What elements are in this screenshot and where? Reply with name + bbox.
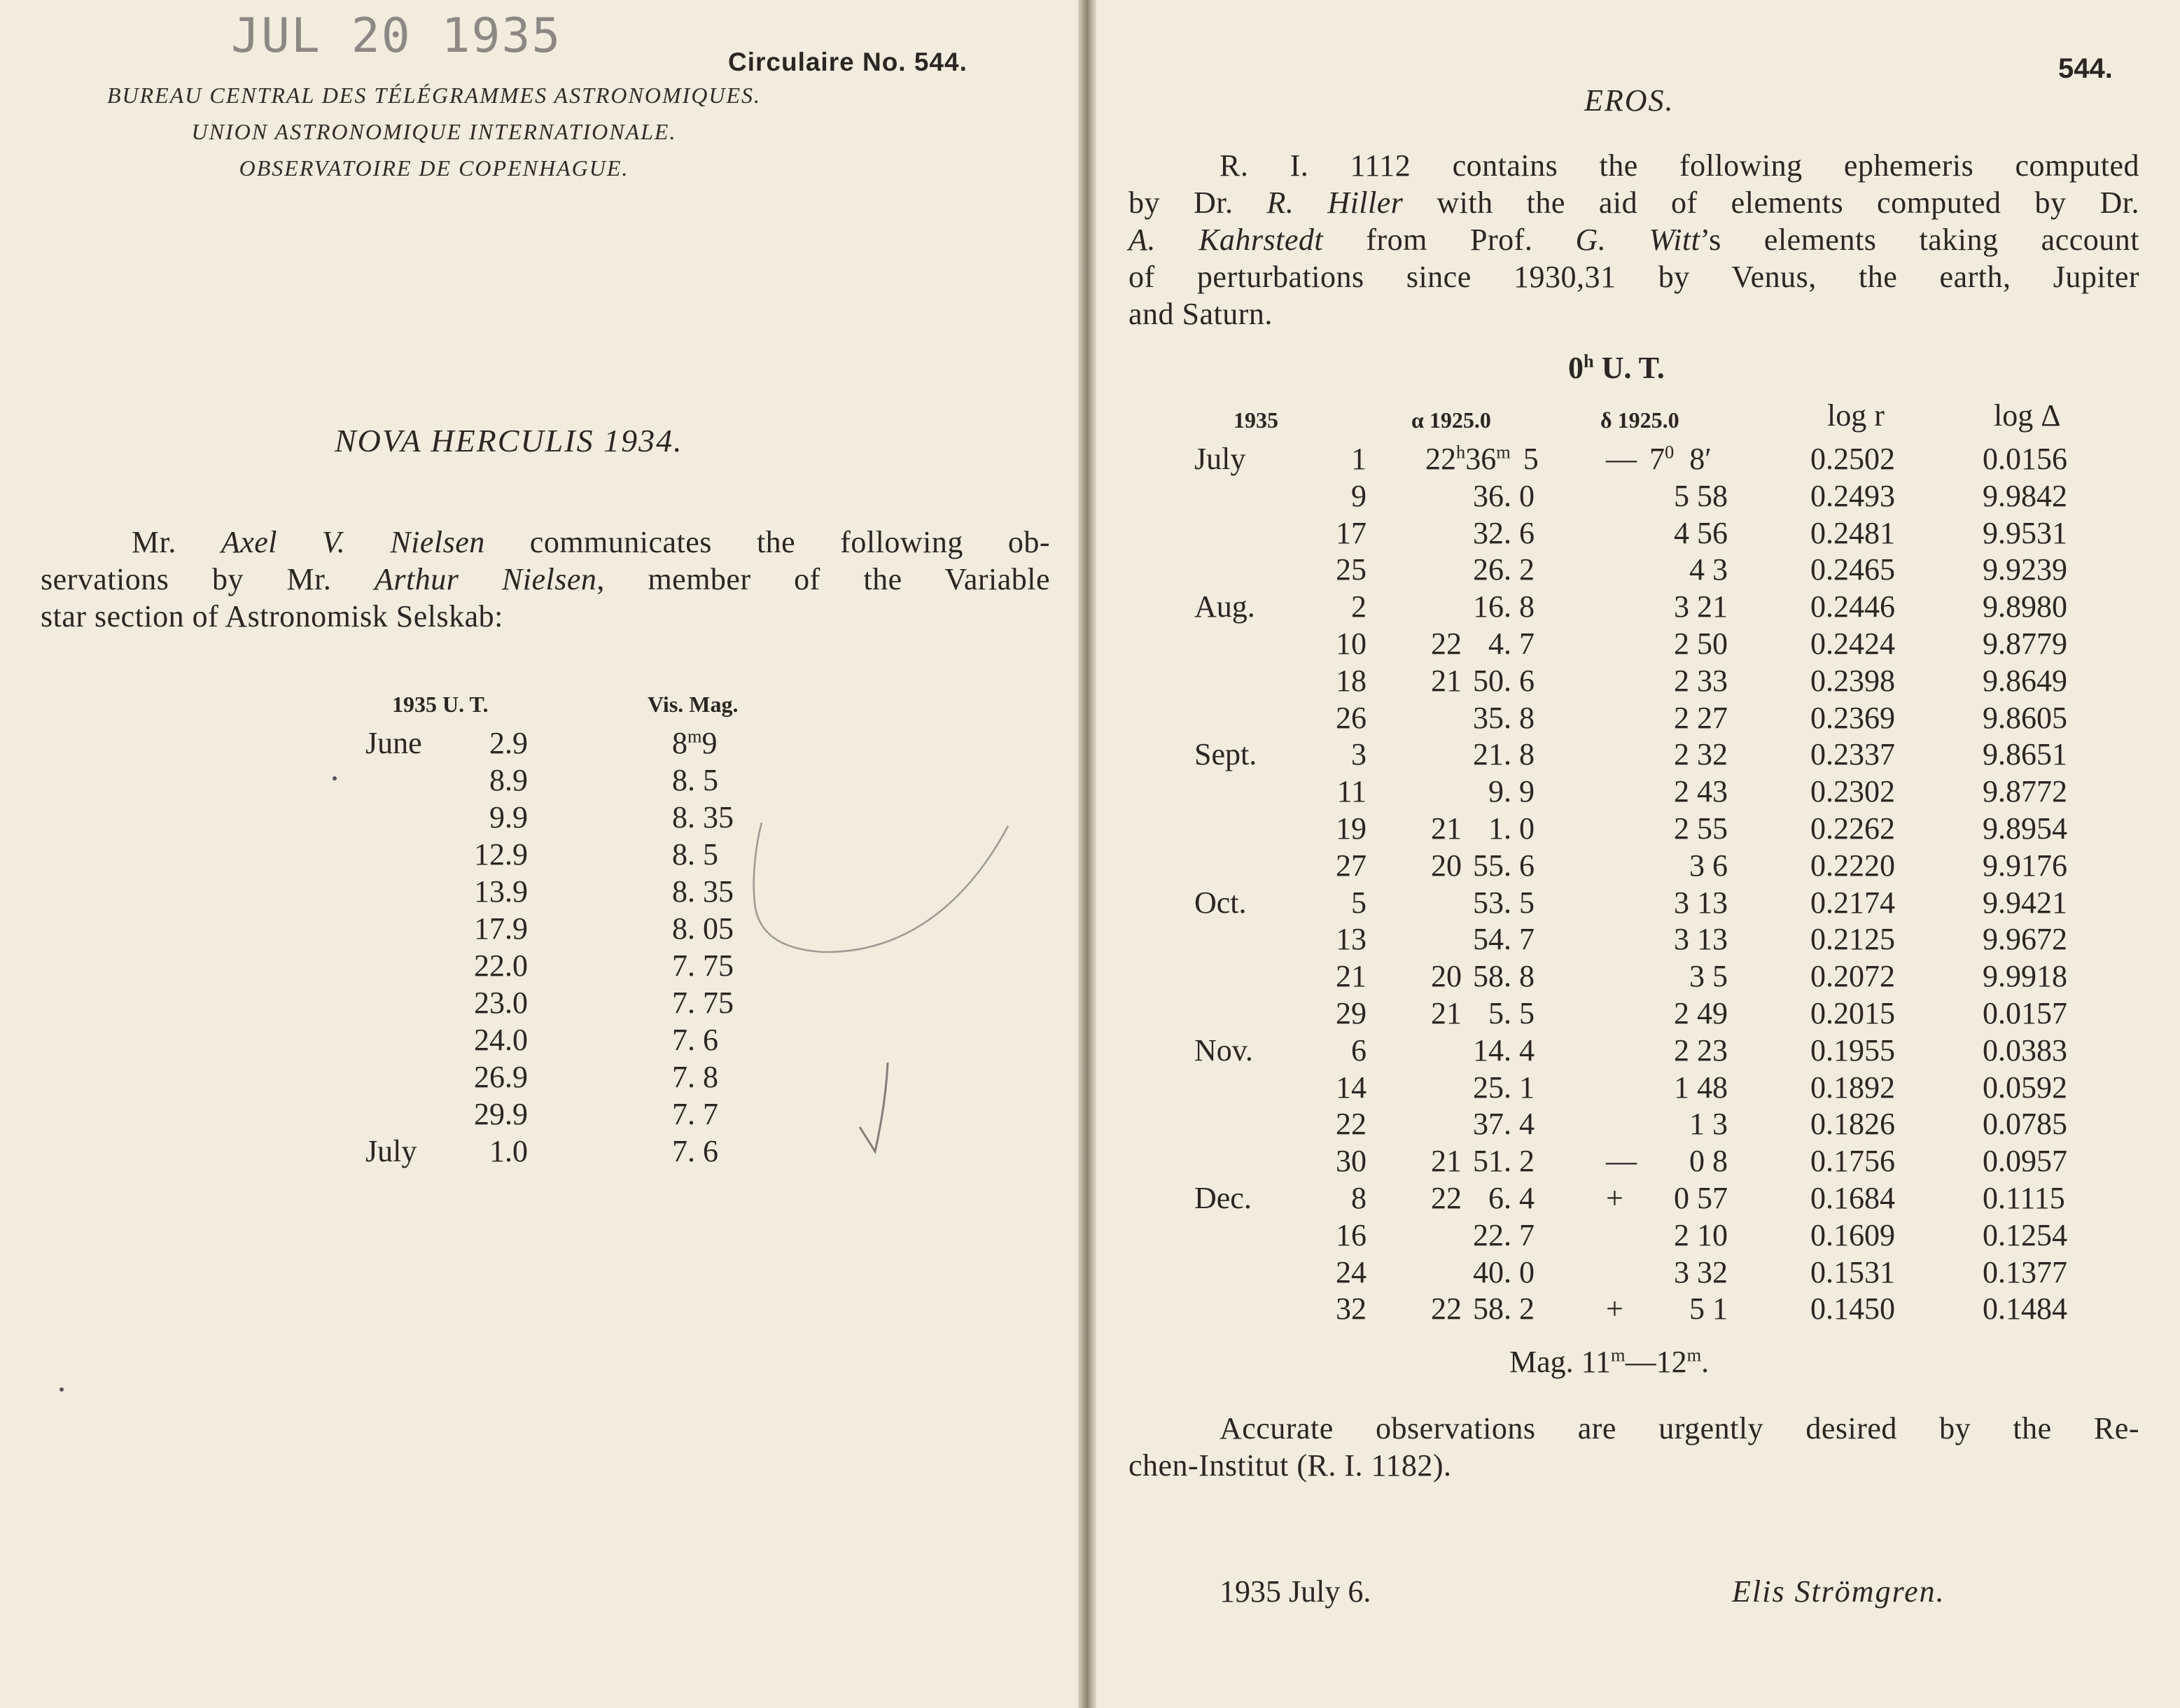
ephemeris-log-r: 0.1450 [1810, 1292, 1895, 1326]
ephemeris-day: 8 [1351, 1181, 1367, 1215]
ephemeris-dec: 2 23 [1674, 1032, 1728, 1068]
intro-paragraph [1129, 147, 2139, 332]
ephemeris-log-r: 0.2125 [1810, 922, 1895, 957]
ephemeris-ra-minutes: 9. 9 [1488, 774, 1535, 809]
ephemeris-ra-minutes: 35. 8 [1473, 700, 1535, 735]
text-run: 5 [1523, 442, 1539, 476]
ephemeris-day: 2 [1351, 589, 1367, 624]
ephemeris-ra-minutes: 54. 7 [1473, 922, 1535, 957]
text-run: U. T. [1593, 351, 1665, 385]
ephemeris-table [1096, 441, 2180, 1326]
ephemeris-ra-hours: 22 [1431, 626, 1462, 661]
ephemeris-ra-minutes: 1. 0 [1488, 811, 1535, 846]
ephemeris-day: 29 [1336, 996, 1367, 1030]
ephemeris-dec: 3 13 [1674, 922, 1728, 957]
text-run: from Prof. [1323, 223, 1576, 257]
ephemeris-dec: 1 3 [1689, 1107, 1728, 1142]
ephemeris-log-delta: 0.0785 [1983, 1107, 2067, 1142]
ephemeris-dec: 2 32 [1674, 737, 1728, 772]
table-row-magnitude: 7. 7 [672, 1097, 718, 1131]
ephemeris-ra-minutes: 37. 4 [1473, 1107, 1535, 1142]
ephemeris-log-r: 0.2398 [1810, 663, 1895, 698]
ephemeris-log-r: 0.1684 [1810, 1181, 1895, 1215]
ephemeris-dec: 3 21 [1674, 589, 1728, 624]
ephemeris-ra-minutes: 55. 6 [1473, 848, 1535, 883]
ephemeris-log-r: 0.2220 [1810, 848, 1895, 883]
ephemeris-log-r: 0.1609 [1810, 1217, 1895, 1252]
table-header-date: 1935 U. T. [392, 692, 489, 717]
pencil-annotation [0, 0, 1078, 1708]
ephemeris-dec: 3 32 [1674, 1254, 1728, 1289]
ephemeris-log-r: 0.1826 [1810, 1107, 1895, 1142]
signature: Elis Strömgren. [1732, 1574, 1945, 1609]
ephemeris-log-delta: 0.0156 [1983, 442, 2067, 476]
ephemeris-log-delta: 9.8772 [1983, 774, 2067, 809]
ephemeris-ra-minutes: 14. 4 [1473, 1032, 1535, 1068]
text-run: 36 [1465, 442, 1497, 476]
header-log-delta: log Δ [1994, 398, 2061, 433]
ephemeris-ra-hours: 22 [1431, 1292, 1462, 1326]
issue-date: 1935 July 6. [1220, 1574, 1371, 1609]
ephemeris-dec: 1 48 [1674, 1070, 1728, 1105]
ephemeris-dec: 0 57 [1674, 1181, 1728, 1215]
ephemeris-log-delta: 9.9531 [1983, 515, 2067, 550]
ephemeris-ra-hours: 21 [1431, 1144, 1462, 1179]
circular-number: Circulaire No. 544. [728, 48, 967, 76]
table-row-magnitude: 7. 75 [672, 986, 734, 1020]
table-row-date: 1.0 [489, 1134, 528, 1168]
ephemeris-ra-minutes: 58. 2 [1473, 1292, 1535, 1326]
table-row-date: 12.9 [474, 837, 528, 872]
observer-name: Axel V. Nielsen [221, 525, 485, 559]
ephemeris-log-r: 0.2174 [1810, 885, 1895, 920]
ephemeris-log-delta: 0.0157 [1983, 996, 2067, 1030]
ephemeris-ra-hours: 20 [1431, 959, 1462, 994]
ephemeris-day: 26 [1336, 700, 1367, 735]
header-date: 1935 [1234, 407, 1278, 433]
ephemeris-dec: 2 27 [1674, 700, 1728, 735]
ephemeris-log-r: 0.1531 [1810, 1254, 1895, 1289]
ephemeris-dec: 2 50 [1674, 626, 1728, 661]
ephemeris-log-r: 0.2481 [1810, 515, 1895, 550]
ephemeris-log-r: 0.2337 [1810, 737, 1895, 772]
ephemeris-dec: 4 3 [1689, 552, 1728, 587]
text-run: star section of Astronomisk Selskab: [41, 599, 503, 634]
table-row-date: 8.9 [489, 763, 528, 797]
ephemeris-log-delta: 0.1377 [1983, 1254, 2067, 1289]
closing-paragraph [1129, 1410, 2139, 1484]
ephemeris-ra-minutes: 51. 2 [1473, 1144, 1535, 1179]
ephemeris-log-r: 0.1756 [1810, 1144, 1895, 1179]
text-run: communicates the following ob- [484, 525, 1050, 559]
ephemeris-month: Aug. [1194, 589, 1255, 624]
ephemeris-log-delta: 9.8605 [1983, 700, 2067, 735]
text-run: , member of the Variable [596, 562, 1051, 596]
ephemeris-ra-minutes: 53. 5 [1473, 885, 1535, 920]
table-row-date: 13.9 [474, 874, 528, 909]
page-fold [1078, 0, 1096, 1708]
ephemeris-log-delta: 9.8651 [1983, 737, 2067, 772]
text-run: and Saturn. [1129, 297, 1273, 331]
ephemeris-log-delta: 9.8649 [1983, 663, 2067, 698]
text-run: of perturbations since 1930,31 by Venus, the earth, Jupiter [1129, 260, 2139, 294]
text-run: chen-Institut (R. I. 1182). [1129, 1448, 1452, 1483]
table-row-date: 22.0 [474, 948, 528, 983]
ephemeris-dec: 2 55 [1674, 811, 1728, 846]
ephemeris-day: 6 [1351, 1032, 1367, 1068]
author-name: A. Kahrstedt [1129, 223, 1324, 257]
ephemeris-log-r: 0.2262 [1810, 811, 1895, 846]
page-number: 544. [2058, 53, 2113, 84]
table-row-date: 23.0 [474, 986, 528, 1020]
ephemeris-ra-minutes: 21. 8 [1473, 737, 1535, 772]
ephemeris-day: 22 [1336, 1107, 1367, 1142]
text-run: 8 [672, 726, 687, 760]
magnitude-note [1509, 1344, 1709, 1380]
table-row-month: July [365, 1134, 417, 1168]
table-row-magnitude: 7. 75 [672, 948, 734, 983]
text-run: 22 [1425, 442, 1456, 476]
ephemeris-log-r: 0.2493 [1810, 478, 1895, 513]
ephemeris-log-r: 0.2015 [1810, 996, 1895, 1030]
text-run: by Dr. [1129, 186, 1267, 220]
table-row-magnitude: 8. 35 [672, 800, 734, 834]
table-row-magnitude: 8. 5 [672, 763, 718, 797]
ephemeris-day: 21 [1336, 959, 1367, 994]
ephemeris-dec [1649, 441, 1712, 477]
ephemeris-log-delta: 0.0957 [1983, 1144, 2067, 1179]
ephemeris-ra-minutes: 25. 1 [1473, 1070, 1535, 1105]
ephemeris-ra-minutes: 58. 8 [1473, 959, 1535, 994]
text-run: Mag. 11 [1509, 1345, 1612, 1379]
superscript: m [1686, 1344, 1702, 1366]
table-row-magnitude: 8. 5 [672, 837, 718, 872]
text-run: 8′ [1689, 442, 1712, 476]
text-run: 0 [1568, 351, 1584, 385]
ephemeris-ra-minutes: 4. 7 [1488, 626, 1535, 661]
ephemeris-log-delta: 9.9176 [1983, 848, 2067, 883]
ephemeris-dec: 4 56 [1674, 515, 1728, 550]
ephemeris-dec: 2 49 [1674, 996, 1728, 1030]
ephemeris-dec: 3 13 [1674, 885, 1728, 920]
table-row-magnitude: 8. 35 [672, 874, 734, 909]
ephemeris-day: 13 [1336, 922, 1367, 957]
table-row-magnitude: 7. 6 [672, 1023, 718, 1057]
ephemeris-dec: 0 8 [1689, 1144, 1728, 1179]
ephemeris-ra-hours: 22 [1431, 1181, 1462, 1215]
left-page [0, 0, 1078, 1708]
text-run: R. I. 1112 contains the following ephemeris computed [1220, 148, 2139, 183]
ephemeris-dec-sign: + [1606, 1292, 1623, 1326]
superscript: m [1496, 441, 1511, 463]
ephemeris-log-delta: 9.9918 [1983, 959, 2067, 994]
ephemeris-dec: 5 1 [1689, 1292, 1728, 1326]
ephemeris-day: 17 [1336, 515, 1367, 550]
ephemeris-log-r: 0.2424 [1810, 626, 1895, 661]
ephemeris-ra-minutes: 16. 8 [1473, 589, 1535, 624]
ephemeris-log-r: 0.2369 [1810, 700, 1895, 735]
ephemeris-day: 11 [1336, 774, 1367, 809]
superscript: 0 [1665, 441, 1675, 463]
ephemeris-month: Dec. [1194, 1181, 1252, 1215]
ephemeris-ra-minutes: 36. 0 [1473, 478, 1535, 513]
ephemeris-log-r: 0.2072 [1810, 959, 1895, 994]
ephemeris-ra-minutes: 22. 7 [1473, 1217, 1535, 1252]
ephemeris-dec-sign: — [1606, 1144, 1637, 1179]
ephemeris-day: 19 [1336, 811, 1367, 846]
section-title: NOVA HERCULIS 1934. [335, 423, 683, 458]
ephemeris-log-delta: 0.1254 [1983, 1217, 2067, 1252]
ephemeris-log-delta: 9.8779 [1983, 626, 2067, 661]
superscript: h [1584, 350, 1594, 372]
text-run: with the aid of elements computed by Dr. [1403, 186, 2140, 220]
ephemeris-day: 16 [1336, 1217, 1367, 1252]
ephemeris-day: 32 [1336, 1292, 1367, 1326]
text-run: —12 [1625, 1345, 1687, 1379]
ephemeris-log-delta: 9.8980 [1983, 589, 2067, 624]
ephemeris-day: 3 [1351, 737, 1367, 772]
ephemeris-day: 18 [1336, 663, 1367, 698]
ephemeris-day: 5 [1351, 885, 1367, 920]
ephemeris-ra [1425, 441, 1539, 477]
table-row-magnitude: 8. 05 [672, 911, 734, 946]
text-run: servations by Mr. [41, 562, 375, 596]
ephemeris-log-delta: 0.0383 [1983, 1032, 2067, 1068]
header-right-ascension: α 1925.0 [1411, 407, 1491, 433]
ephemeris-day: 1 [1351, 442, 1367, 476]
ephemeris-log-delta: 9.9239 [1983, 552, 2067, 587]
ephemeris-month: Sept. [1194, 737, 1257, 772]
table-row-date: 29.9 [474, 1097, 528, 1131]
ephemeris-ra-hours: 21 [1431, 663, 1462, 698]
table-row-month: June [365, 726, 422, 760]
ephemeris-ra-hours: 20 [1431, 848, 1462, 883]
superscript: h [1456, 441, 1466, 463]
ephemeris-log-delta: 0.1115 [1983, 1181, 2065, 1215]
ephemeris-ra-minutes: 40. 0 [1473, 1254, 1535, 1289]
text-run: Accurate observations are urgently desired by the Re- [1220, 1411, 2139, 1446]
ephemeris-day: 25 [1336, 552, 1367, 587]
ephemeris-month: Oct. [1194, 885, 1247, 920]
superscript: m [687, 725, 702, 747]
union-header-line: UNION ASTRONOMIQUE INTERNATIONALE. [191, 119, 677, 144]
ephemeris-log-r: 0.1892 [1810, 1070, 1895, 1105]
author-name: R. Hiller [1266, 186, 1404, 220]
right-page [1096, 0, 2180, 1708]
text-run: 9 [701, 726, 718, 760]
table-row-date: 26.9 [474, 1060, 528, 1094]
ephemeris-month: Nov. [1194, 1032, 1253, 1068]
ephemeris-day: 30 [1336, 1144, 1367, 1179]
table-row-date: 2.9 [489, 726, 528, 760]
ephemeris-day: 27 [1336, 848, 1367, 883]
text-run: . [1701, 1345, 1710, 1379]
ephemeris-log-r: 0.1955 [1810, 1032, 1895, 1068]
observatory-header-line: OBSERVATOIRE DE COPENHAGUE. [239, 155, 629, 181]
epoch-label [1568, 350, 1665, 386]
ephemeris-log-delta: 9.9672 [1983, 922, 2067, 957]
ephemeris-ra-hours: 21 [1431, 996, 1462, 1030]
header-declination: δ 1925.0 [1600, 407, 1679, 433]
table-row-magnitude: 7. 6 [672, 1134, 718, 1168]
ephemeris-ra-minutes: 50. 6 [1473, 663, 1535, 698]
table-row-date: 9.9 [489, 800, 528, 834]
superscript: m [1611, 1344, 1626, 1366]
table-header-magnitude: Vis. Mag. [648, 692, 739, 717]
ephemeris-dec: 3 5 [1689, 959, 1728, 994]
ephemeris-log-r: 0.2446 [1810, 589, 1895, 624]
ephemeris-day: 24 [1336, 1254, 1367, 1289]
ephemeris-log-r: 0.2502 [1810, 442, 1895, 476]
ephemeris-log-r: 0.2465 [1810, 552, 1895, 587]
bureau-header-line: BUREAU CENTRAL DES TÉLÉGRAMMES ASTRONOMIQUES. [106, 83, 762, 108]
ephemeris-dec-sign: + [1606, 1181, 1623, 1215]
section-title: EROS. [1584, 83, 1675, 118]
author-name: G. Witt [1575, 223, 1700, 257]
text-run: Mr. [132, 525, 221, 559]
observer-name: Arthur Nielsen [374, 562, 597, 596]
table-row-date: 17.9 [474, 911, 528, 946]
ephemeris-dec: 2 10 [1674, 1217, 1728, 1252]
ephemeris-dec-sign: — [1606, 442, 1637, 476]
ephemeris-ra-minutes: 5. 5 [1488, 996, 1535, 1030]
text-run: 7 [1649, 442, 1665, 476]
ephemeris-log-delta: 9.8954 [1983, 811, 2067, 846]
ephemeris-dec: 2 43 [1674, 774, 1728, 809]
ephemeris-dec: 2 33 [1674, 663, 1728, 698]
ephemeris-ra-minutes: 6. 4 [1488, 1181, 1535, 1215]
ephemeris-day: 14 [1336, 1070, 1367, 1105]
received-date-stamp: JUL 20 1935 [231, 8, 562, 64]
ephemeris-log-delta: 9.9842 [1983, 478, 2067, 513]
ephemeris-day: 9 [1351, 478, 1367, 513]
ephemeris-ra-minutes: 26. 2 [1473, 552, 1535, 587]
ephemeris-dec: 3 6 [1689, 848, 1728, 883]
ephemeris-log-delta: 0.0592 [1983, 1070, 2067, 1105]
ephemeris-day: 10 [1336, 626, 1367, 661]
header-log-r: log r [1827, 398, 1885, 433]
text-run: ’s elements taking account [1700, 223, 2139, 257]
ephemeris-ra-hours: 21 [1431, 811, 1462, 846]
ephemeris-month: July [1194, 442, 1246, 476]
ephemeris-ra-minutes: 32. 6 [1473, 515, 1535, 550]
ephemeris-dec: 5 58 [1674, 478, 1728, 513]
table-row-magnitude: 7. 8 [672, 1060, 718, 1094]
ephemeris-log-delta: 0.1484 [1983, 1292, 2067, 1326]
table-row-date: 24.0 [474, 1023, 528, 1057]
ephemeris-log-r: 0.2302 [1810, 774, 1895, 809]
ephemeris-log-delta: 9.9421 [1983, 885, 2067, 920]
